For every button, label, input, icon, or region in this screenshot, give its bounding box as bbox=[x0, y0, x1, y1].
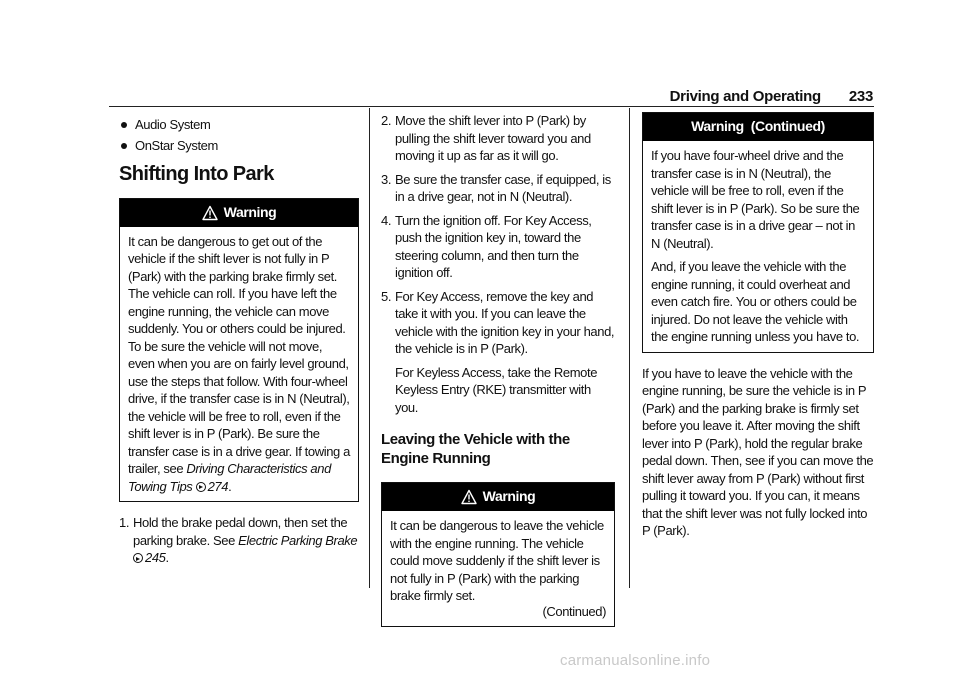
step-item bbox=[381, 112, 615, 165]
warning-body bbox=[120, 227, 358, 502]
warning-title: Warning (Continued) bbox=[691, 118, 825, 135]
warning-paragraph: And, if you leave the vehicle with the engine running, it could overheat and even catch fire. You or others could be injured. Do not leave the vehicle with the engine running unless you have to. bbox=[651, 259, 860, 344]
steps-list bbox=[381, 112, 615, 416]
warning-box bbox=[119, 198, 359, 503]
step-item bbox=[381, 288, 615, 417]
step-item bbox=[119, 514, 359, 567]
sentence-end: . bbox=[228, 478, 232, 494]
bullet-text: Audio System bbox=[135, 116, 211, 132]
column-1 bbox=[119, 106, 359, 573]
step-number: 5. bbox=[381, 288, 392, 304]
cross-reference-page[interactable]: 274 bbox=[207, 478, 229, 494]
step-body: For Key Access, remove the key and take it with you. If you can leave the vehicle with the ignition key in your hand, the vehicle is in P (Park). bbox=[395, 288, 615, 356]
step-number: 2. bbox=[381, 113, 392, 128]
warning-box bbox=[381, 482, 615, 627]
column-divider-1 bbox=[369, 108, 370, 588]
bullet-item bbox=[119, 116, 359, 133]
step-text: Turn the ignition off. For Key Access, push the ignition key in, toward the steering column, and then turn the ignition off. bbox=[395, 212, 592, 280]
running-section-title: Driving and Operating bbox=[669, 87, 821, 105]
step-text bbox=[133, 514, 359, 567]
watermark: carmanualsonline.info bbox=[560, 652, 711, 669]
bullet-icon bbox=[121, 122, 127, 128]
cross-reference-link[interactable]: Electric Parking Brake bbox=[238, 532, 358, 548]
warning-text: It can be dangerous to get out of the vehicle if the shift lever is not fully in P (Park) with the parking brake firmly set. The vehicle can roll. If you have left the engine running, the vehicle can move suddenly. You or others could be injured. To be sure the vehicle will not move, even when you are on fairly level ground, use the steps that follow. With four-wheel drive, if the transfer case is in N (Neutral), the vehicle will be free to roll, even if the shift lever is in P (Park). Be sure the transfer case is in a drive gear. If towing a trailer, see bbox=[128, 233, 350, 476]
continued-label: (Continued) bbox=[542, 603, 606, 619]
column-divider-2 bbox=[629, 108, 630, 588]
step-number: 4. bbox=[381, 212, 392, 228]
step-item bbox=[381, 212, 615, 282]
step-text bbox=[395, 288, 615, 417]
warning-header bbox=[643, 113, 873, 141]
warning-paragraph: If you have four-wheel drive and the transfer case is in N (Neutral), the vehicle will be free to roll, even if the shift lever is in P (Park). So be sure the transfer case is in a drive gear – not in N (Neutral). bbox=[651, 148, 860, 251]
column-3 bbox=[642, 106, 874, 540]
column-2 bbox=[381, 106, 615, 627]
step-body: Hold the brake pedal down, then set the parking brake. See bbox=[133, 515, 348, 548]
step-extra: For Keyless Access, take the Remote Keyless Entry (RKE) transmitter with you. bbox=[395, 364, 598, 415]
warning-triangle-icon bbox=[202, 205, 218, 221]
bullet-icon bbox=[121, 143, 127, 149]
warning-body bbox=[382, 511, 614, 626]
subsection-heading: Leaving the Vehicle with the Engine Running bbox=[381, 431, 570, 467]
warning-triangle-icon bbox=[461, 489, 477, 505]
cross-reference-link[interactable]: Driving Characteristics and Towing Tips bbox=[128, 461, 331, 494]
step-number: 3. bbox=[381, 171, 392, 187]
cross-reference-page[interactable]: 245 bbox=[145, 550, 166, 565]
steps-list bbox=[119, 514, 359, 567]
bullet-item bbox=[119, 137, 359, 154]
section-heading: Shifting Into Park bbox=[119, 163, 274, 185]
warning-header bbox=[382, 483, 614, 511]
step-text: Be sure the transfer case, if equipped, is in a drive gear, not in N (Neutral). bbox=[395, 171, 611, 204]
page-reference-icon bbox=[133, 553, 143, 563]
page-number: 233 bbox=[848, 87, 873, 105]
sentence-end: . bbox=[165, 550, 169, 565]
warning-body bbox=[643, 141, 873, 352]
warning-text: It can be dangerous to leave the vehicle with the engine running. The vehicle could move suddenly if the shift lever is not fully in P (Park) with the parking brake firmly set. bbox=[390, 518, 604, 603]
bullet-text: OnStar System bbox=[135, 137, 218, 153]
warning-header bbox=[120, 199, 358, 227]
page-header bbox=[670, 84, 873, 108]
body-paragraph: If you have to leave the vehicle with the engine running, be sure the vehicle is in P (Park) and the parking brake is firmly set before you leave it. After moving the shift lever into P (Park), hold the regular brake pedal down. Then, see if you can move the shift lever away from P (Park) without first pulling it toward you. If you can, it means that the shift lever was not fully locked into P (Park). bbox=[642, 365, 874, 538]
page-reference-icon bbox=[196, 482, 206, 492]
warning-box-continued bbox=[642, 112, 874, 353]
warning-title: Warning bbox=[482, 488, 536, 505]
step-number: 1. bbox=[119, 515, 130, 530]
step-text: Move the shift lever into P (Park) by pulling the shift lever toward you and moving it up as far as it will go. bbox=[395, 113, 591, 163]
step-item bbox=[381, 171, 615, 206]
warning-title: Warning bbox=[223, 203, 277, 220]
